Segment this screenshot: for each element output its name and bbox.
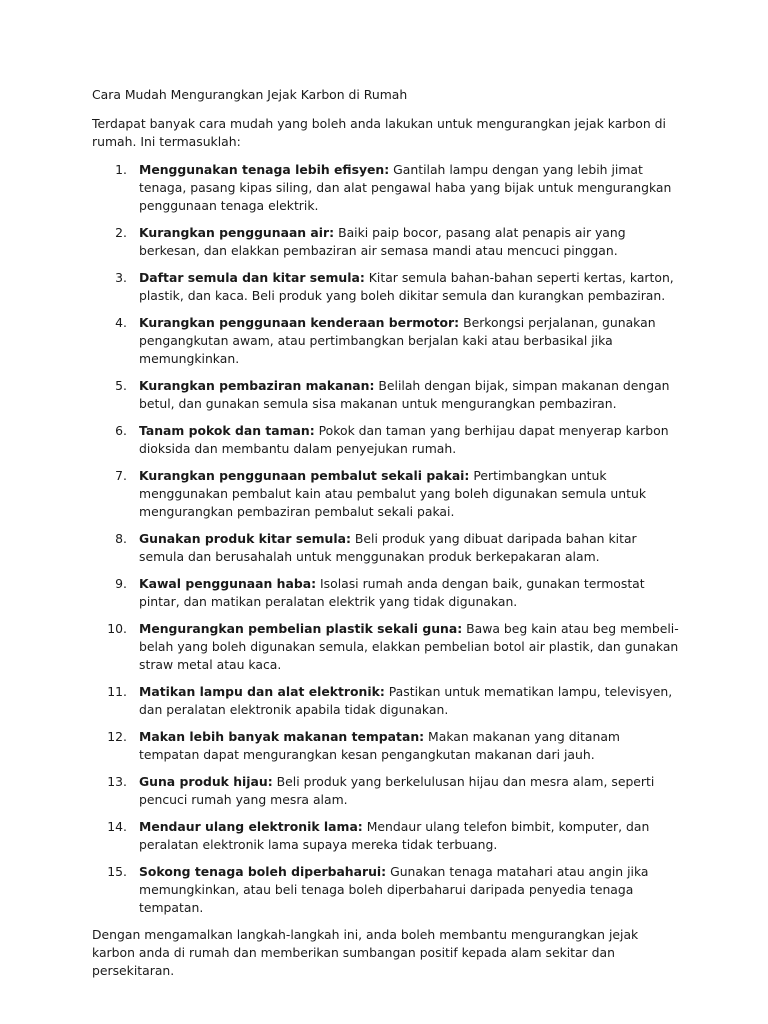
list-item-text: Bawa beg kain atau beg membeli-belah yang boleh digunakan semula, elakkan pembelian botol air plastik, dan gunakan straw metal atau kaca.	[139, 621, 679, 672]
list-item-text: Pertimbangkan untuk menggunakan pembalut kain atau pembalut yang boleh digunakan semula untuk mengurangkan pembaziran pembalut sekali pakai.	[139, 468, 647, 519]
list-item-text: Baiki paip bocor, pasang alat penapis air yang berkesan, dan elakkan pembaziran air semasa mandi atau mencuci pinggan.	[139, 225, 626, 258]
list-item-heading: Kurangkan penggunaan pembalut sekali pakai:	[139, 468, 470, 483]
list-item-heading: Menggunakan tenaga lebih efisyen:	[139, 162, 390, 177]
list-item-number: 12.	[107, 729, 127, 744]
list-item	[92, 620, 684, 674]
list-item-text: Pokok dan taman yang berhijau dapat menyerap karbon dioksida dan membantu dalam penyejukan rumah.	[139, 423, 669, 456]
list-item-number: 5.	[115, 378, 127, 393]
list-item-number: 13.	[107, 774, 127, 789]
list-item	[92, 422, 684, 458]
list-item	[92, 530, 684, 566]
list-item	[92, 728, 684, 764]
list-item-text: Gunakan tenaga matahari atau angin jika memungkinkan, atau beli tenaga boleh diperbaharui daripada penyedia tenaga tempatan.	[139, 864, 649, 915]
list-item-text: Belilah dengan bijak, simpan makanan dengan betul, dan gunakan semula sisa makanan untuk mengurangkan pembaziran.	[139, 378, 670, 411]
list-item-heading: Sokong tenaga boleh diperbaharui:	[139, 864, 387, 879]
list-item-heading: Guna produk hijau:	[139, 774, 273, 789]
list-item	[92, 683, 684, 719]
list-item	[92, 224, 684, 260]
list-item-number: 14.	[107, 819, 127, 834]
list-item-number: 2.	[115, 225, 127, 240]
list-item-heading: Matikan lampu dan alat elektronik:	[139, 684, 385, 699]
list-item-number: 1.	[115, 162, 127, 177]
list-item	[92, 377, 684, 413]
list-item-heading: Kawal penggunaan haba:	[139, 576, 317, 591]
list-item-heading: Mengurangkan pembelian plastik sekali guna:	[139, 621, 463, 636]
list-item	[92, 575, 684, 611]
list-item-heading: Kurangkan penggunaan air:	[139, 225, 335, 240]
list-item-number: 11.	[107, 684, 127, 699]
list-item-text: Isolasi rumah anda dengan baik, gunakan termostat pintar, dan matikan peralatan elektrik yang tidak digunakan.	[139, 576, 645, 609]
list-item-text: Beli produk yang berkelulusan hijau dan mesra alam, seperti pencuci rumah yang mesra alam.	[139, 774, 655, 807]
list-item-number: 15.	[107, 864, 127, 879]
document-title: Cara Mudah Mengurangkan Jejak Karbon di Rumah	[92, 87, 408, 102]
list-item	[92, 314, 684, 368]
list-item-text: Kitar semula bahan-bahan seperti kertas, karton, plastik, dan kaca. Beli produk yang boleh dikitar semula dan kurangkan pembaziran.	[139, 270, 674, 303]
list-item-number: 4.	[115, 315, 127, 330]
list-item	[92, 818, 684, 854]
list-item-heading: Kurangkan penggunaan kenderaan bermotor:	[139, 315, 460, 330]
list-item-text: Mendaur ulang telefon bimbit, komputer, dan peralatan elektronik lama supaya mereka tidak terbuang.	[139, 819, 650, 852]
list-item	[92, 269, 684, 305]
tips-list	[92, 161, 684, 917]
intro-paragraph: Terdapat banyak cara mudah yang boleh anda lakukan untuk mengurangkan jejak karbon di rumah. Ini termasuklah:	[92, 116, 666, 149]
closing-paragraph: Dengan mengamalkan langkah-langkah ini, anda boleh membantu mengurangkan jejak karbon anda di rumah dan memberikan sumbangan positif kepada alam sekitar dan persekitaran.	[92, 927, 639, 978]
list-item-heading: Daftar semula dan kitar semula:	[139, 270, 365, 285]
list-item-heading: Gunakan produk kitar semula:	[139, 531, 351, 546]
list-item	[92, 161, 684, 215]
list-item-number: 9.	[115, 576, 127, 591]
list-item-text: Beli produk yang dibuat daripada bahan kitar semula dan berusahalah untuk menggunakan produk berkepakaran alam.	[139, 531, 637, 564]
list-item-heading: Mendaur ulang elektronik lama:	[139, 819, 363, 834]
list-item-text: Berkongsi perjalanan, gunakan pengangkutan awam, atau pertimbangkan berjalan kaki atau berbasikal jika memungkinkan.	[139, 315, 656, 366]
list-item-text: Makan makanan yang ditanam tempatan dapat mengurangkan kesan pengangkutan makanan dari jauh.	[139, 729, 620, 762]
list-item-text: Pastikan untuk mematikan lampu, televisyen, dan peralatan elektronik apabila tidak digunakan.	[139, 684, 673, 717]
list-item-number: 7.	[115, 468, 127, 483]
list-item-heading: Kurangkan pembaziran makanan:	[139, 378, 375, 393]
list-item	[92, 863, 684, 917]
list-item	[92, 773, 684, 809]
list-item-number: 6.	[115, 423, 127, 438]
document-page	[92, 86, 684, 980]
list-item	[92, 467, 684, 521]
list-item-number: 8.	[115, 531, 127, 546]
list-item-number: 10.	[107, 621, 127, 636]
list-item-text: Gantilah lampu dengan yang lebih jimat tenaga, pasang kipas siling, dan alat pengawal haba yang bijak untuk mengurangkan penggunaan tenaga elektrik.	[139, 162, 672, 213]
list-item-heading: Makan lebih banyak makanan tempatan:	[139, 729, 425, 744]
list-item-heading: Tanam pokok dan taman:	[139, 423, 315, 438]
list-item-number: 3.	[115, 270, 127, 285]
